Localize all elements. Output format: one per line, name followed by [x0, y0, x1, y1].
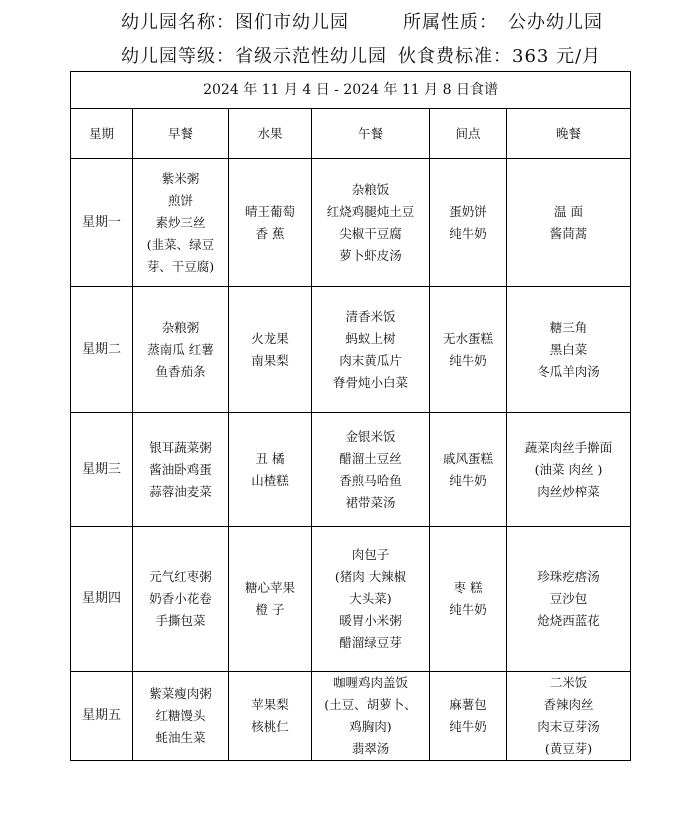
breakfast-item: 煎饼	[167, 192, 193, 208]
snack-item: 戚风蛋糕	[442, 450, 493, 466]
lunch-item: 醋溜土豆丝	[339, 450, 402, 466]
snack-item: 纯牛奶	[449, 602, 487, 617]
fruit-item: 糖心苹果	[244, 580, 295, 595]
breakfast-item: 芽、干豆腐)	[146, 258, 215, 274]
lunch-cell	[312, 672, 430, 761]
dinner-item: 冬瓜羊肉汤	[537, 363, 600, 379]
snack-cell	[430, 159, 507, 287]
breakfast-cell	[133, 413, 229, 527]
dinner-item: 糖三角	[549, 319, 588, 335]
dinner-item: 黑白菜	[549, 341, 588, 357]
breakfast-item: 手撕包菜	[155, 613, 206, 628]
lunch-cell	[312, 413, 430, 527]
dinner-item: 豆沙包	[549, 591, 588, 606]
table-row	[71, 159, 631, 287]
lunch-item: 尖椒干豆腐	[339, 225, 402, 241]
snack-item: 麻薯包	[449, 697, 487, 712]
breakfast-item: 酱油卧鸡蛋	[149, 461, 212, 477]
fruit-item: 橙 子	[255, 602, 285, 617]
breakfast-item: 蒸南瓜 红薯	[147, 341, 214, 357]
breakfast-item: 鱼香茄条	[155, 363, 206, 379]
kindergarten-name: 幼儿园名称：图们市幼儿园	[121, 12, 349, 33]
snack-item: 纯牛奶	[449, 472, 487, 488]
nature-label: 所属性质：	[403, 12, 498, 33]
dinner-item: 二米饭	[549, 675, 588, 690]
snack-cell	[430, 672, 507, 761]
lunch-cell	[312, 287, 430, 413]
fruit-item: 香 蕉	[255, 225, 285, 241]
fruit-item: 丑 橘	[255, 450, 285, 466]
lunch-item: 裙带菜汤	[345, 494, 396, 510]
fruit-cell	[229, 287, 312, 413]
lunch-item: 杂粮饭	[351, 181, 390, 197]
breakfast-item: 杂粮粥	[161, 319, 200, 335]
column-header-row	[71, 109, 631, 159]
lunch-item: (土豆、胡萝卜、	[324, 697, 417, 712]
lunch-item: 醋溜绿豆芽	[339, 635, 402, 650]
meal-fee: 伙食费标准：363 元/月	[398, 46, 602, 67]
lunch-item: 红烧鸡腿炖土豆	[326, 203, 415, 219]
snack-cell	[430, 413, 507, 527]
fruit-item: 火龙果	[251, 330, 289, 346]
lunch-item: 大头菜)	[349, 591, 392, 606]
snack-item: 纯牛奶	[449, 352, 487, 368]
col-dinner: 晚餐	[507, 109, 631, 159]
lunch-item: 肉包子	[351, 547, 390, 562]
dinner-item: 温 面	[554, 203, 584, 219]
snack-item: 无水蛋糕	[442, 330, 493, 346]
col-weekday: 星期	[71, 109, 133, 159]
dinner-cell	[507, 672, 631, 761]
lunch-item: 脊骨炖小白菜	[332, 374, 408, 390]
menu-title: 2024 年 11 月 4 日 - 2024 年 11 月 8 日食谱	[71, 72, 631, 109]
breakfast-cell	[133, 527, 229, 672]
nature-value: 公办幼儿园	[508, 12, 603, 33]
fruit-item: 苹果梨	[251, 697, 289, 712]
snack-cell	[430, 287, 507, 413]
lunch-item: 蚂蚁上树	[345, 330, 396, 346]
breakfast-cell	[133, 159, 229, 287]
fruit-cell	[229, 672, 312, 761]
fruit-cell	[229, 413, 312, 527]
snack-cell	[430, 527, 507, 672]
fruit-cell	[229, 159, 312, 287]
lunch-item: 咖喱鸡肉盖饭	[332, 675, 408, 690]
fruit-item: 核桃仁	[251, 719, 289, 734]
dinner-item: (油菜 肉丝 )	[534, 461, 603, 477]
weekday-cell: 星期四	[71, 527, 133, 672]
dinner-item: 炝烧西蓝花	[537, 613, 600, 628]
dinner-cell	[507, 527, 631, 672]
dinner-item: 珍珠疙瘩汤	[537, 569, 600, 584]
breakfast-cell	[133, 287, 229, 413]
col-fruit: 水果	[229, 109, 312, 159]
lunch-item: 清香米饭	[345, 308, 396, 324]
lunch-cell	[312, 527, 430, 672]
kindergarten-level: 幼儿园等级：省级示范性幼儿园	[121, 46, 387, 67]
weekday-cell: 星期五	[71, 672, 133, 761]
lunch-item: 暖胃小米粥	[339, 613, 402, 628]
fruit-item: 南果梨	[251, 352, 289, 368]
breakfast-item: 蒜蓉油麦菜	[149, 483, 212, 499]
breakfast-item: 蚝油生菜	[155, 730, 206, 745]
dinner-cell	[507, 287, 631, 413]
dinner-item: 蔬菜肉丝手擀面	[524, 439, 613, 455]
snack-item: 纯牛奶	[449, 719, 487, 734]
breakfast-cell	[133, 672, 229, 761]
breakfast-item: 紫米粥	[161, 170, 200, 186]
lunch-item: 萝卜虾皮汤	[339, 247, 402, 263]
breakfast-item: 素炒三丝	[155, 214, 206, 230]
snack-item: 纯牛奶	[449, 225, 487, 241]
fruit-item: 山楂糕	[251, 472, 289, 488]
col-lunch: 午餐	[312, 109, 430, 159]
lunch-item: 翡翠汤	[351, 741, 390, 756]
table-row	[71, 672, 631, 761]
breakfast-item: 紫菜瘦肉粥	[149, 686, 212, 701]
col-snack: 间点	[430, 109, 507, 159]
lunch-item: 金银米饭	[345, 428, 396, 444]
breakfast-item: (韭菜、绿豆	[146, 236, 215, 252]
lunch-item: 香煎马哈鱼	[339, 472, 402, 488]
dinner-item: 酱茼蒿	[549, 225, 588, 241]
dinner-item: 香辣肉丝	[543, 697, 594, 712]
header-row-2	[0, 38, 700, 68]
dinner-item: (黄豆芽)	[544, 741, 593, 756]
weekday-cell: 星期一	[71, 159, 133, 287]
lunch-item: (猪肉 大辣椒	[334, 569, 407, 584]
table-row	[71, 287, 631, 413]
weekday-cell: 星期二	[71, 287, 133, 413]
fruit-cell	[229, 527, 312, 672]
fruit-item: 晴王葡萄	[244, 203, 295, 219]
lunch-item: 肉末黄瓜片	[339, 352, 402, 368]
breakfast-item: 奶香小花卷	[149, 591, 212, 606]
table-row	[71, 413, 631, 527]
dinner-item: 肉丝炒榨菜	[537, 483, 600, 499]
snack-item: 枣 糕	[453, 580, 483, 595]
dinner-item: 肉末豆芽汤	[537, 719, 600, 734]
lunch-item: 鸡胸肉)	[349, 719, 392, 734]
table-row	[71, 527, 631, 672]
breakfast-item: 银耳蔬菜粥	[149, 439, 212, 455]
breakfast-item: 红糖馒头	[155, 708, 206, 723]
breakfast-item: 元气红枣粥	[149, 569, 212, 584]
weekday-cell: 星期三	[71, 413, 133, 527]
dinner-cell	[507, 413, 631, 527]
header-row-1	[0, 4, 700, 34]
dinner-cell	[507, 159, 631, 287]
lunch-cell	[312, 159, 430, 287]
col-breakfast: 早餐	[133, 109, 229, 159]
menu-table	[70, 71, 631, 761]
snack-item: 蛋奶饼	[449, 203, 487, 219]
